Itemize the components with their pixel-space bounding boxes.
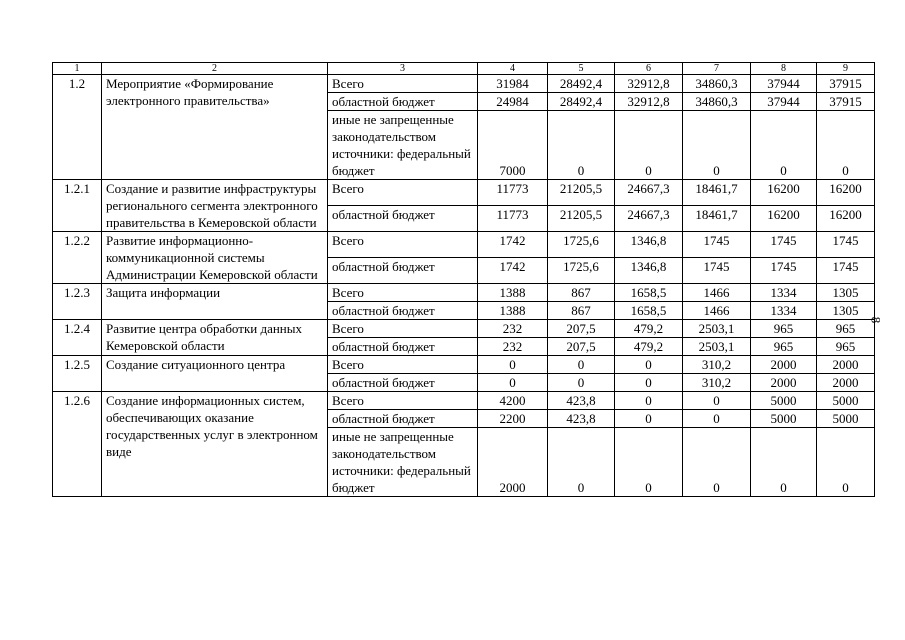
item-name: Защита информации xyxy=(102,284,328,320)
item-code: 1.2.1 xyxy=(53,180,102,232)
item-name: Развитие центра обработки данных Кемеровской области xyxy=(102,320,328,356)
amount-cell: 1725,6 xyxy=(548,232,615,258)
amount-cell: 0 xyxy=(817,428,875,497)
amount-cell: 0 xyxy=(548,111,615,180)
amount-cell: 5000 xyxy=(751,392,817,410)
item-code: 1.2.6 xyxy=(53,392,102,497)
header-row xyxy=(53,63,875,75)
amount-cell: 37944 xyxy=(751,93,817,111)
amount-cell: 1658,5 xyxy=(615,302,683,320)
table-body xyxy=(53,63,875,497)
page-number: 8 xyxy=(868,316,884,324)
funding-source: Всего xyxy=(328,232,478,258)
table-row xyxy=(53,75,875,93)
amount-cell: 1745 xyxy=(751,232,817,258)
amount-cell: 479,2 xyxy=(615,320,683,338)
amount-cell: 232 xyxy=(478,320,548,338)
amount-cell: 2000 xyxy=(478,428,548,497)
amount-cell: 479,2 xyxy=(615,338,683,356)
amount-cell: 16200 xyxy=(751,180,817,206)
amount-cell: 2000 xyxy=(751,356,817,374)
item-name: Создание ситуационного центра xyxy=(102,356,328,392)
funding-source: Всего xyxy=(328,356,478,374)
amount-cell: 207,5 xyxy=(548,320,615,338)
column-number-7: 7 xyxy=(683,63,751,75)
amount-cell: 232 xyxy=(478,338,548,356)
amount-cell: 21205,5 xyxy=(548,180,615,206)
budget-table xyxy=(52,62,875,497)
item-code: 1.2.4 xyxy=(53,320,102,356)
column-number-1: 1 xyxy=(53,63,102,75)
item-name: Создание информационных систем, обеспечивающих оказание государственных услуг в электронном виде xyxy=(102,392,328,497)
funding-source: иные не запрещенные законодательством источники: федеральный бюджет xyxy=(328,428,478,497)
amount-cell: 0 xyxy=(548,374,615,392)
amount-cell: 1305 xyxy=(817,302,875,320)
table-row xyxy=(53,392,875,410)
amount-cell: 16200 xyxy=(817,206,875,232)
amount-cell: 1305 xyxy=(817,284,875,302)
funding-source: Всего xyxy=(328,284,478,302)
amount-cell: 0 xyxy=(615,374,683,392)
table-row xyxy=(53,356,875,374)
amount-cell: 2000 xyxy=(817,356,875,374)
amount-cell: 0 xyxy=(615,356,683,374)
amount-cell: 1658,5 xyxy=(615,284,683,302)
amount-cell: 1334 xyxy=(751,284,817,302)
amount-cell: 0 xyxy=(683,392,751,410)
amount-cell: 18461,7 xyxy=(683,180,751,206)
amount-cell: 2503,1 xyxy=(683,320,751,338)
funding-source: Всего xyxy=(328,320,478,338)
amount-cell: 423,8 xyxy=(548,392,615,410)
item-name: Создание и развитие инфраструктуры регионального сегмента электронного правительства в Кемеровской области xyxy=(102,180,328,232)
item-code: 1.2.3 xyxy=(53,284,102,320)
amount-cell: 2200 xyxy=(478,410,548,428)
table-row xyxy=(53,180,875,206)
amount-cell: 0 xyxy=(615,410,683,428)
amount-cell: 1742 xyxy=(478,232,548,258)
amount-cell: 867 xyxy=(548,302,615,320)
amount-cell: 24984 xyxy=(478,93,548,111)
amount-cell: 16200 xyxy=(817,180,875,206)
amount-cell: 1388 xyxy=(478,302,548,320)
amount-cell: 0 xyxy=(683,428,751,497)
amount-cell: 37915 xyxy=(817,93,875,111)
amount-cell: 0 xyxy=(548,356,615,374)
amount-cell: 11773 xyxy=(478,206,548,232)
amount-cell: 0 xyxy=(615,392,683,410)
amount-cell: 5000 xyxy=(751,410,817,428)
amount-cell: 32912,8 xyxy=(615,75,683,93)
column-number-4: 4 xyxy=(478,63,548,75)
amount-cell: 1745 xyxy=(751,258,817,284)
funding-source: иные не запрещенные законодательством источники: федеральный бюджет xyxy=(328,111,478,180)
amount-cell: 2503,1 xyxy=(683,338,751,356)
item-name: Мероприятие «Формирование электронного правительства» xyxy=(102,75,328,180)
amount-cell: 0 xyxy=(817,111,875,180)
funding-source: областной бюджет xyxy=(328,302,478,320)
amount-cell: 24667,3 xyxy=(615,180,683,206)
amount-cell: 207,5 xyxy=(548,338,615,356)
amount-cell: 1346,8 xyxy=(615,258,683,284)
amount-cell: 0 xyxy=(683,410,751,428)
amount-cell: 37944 xyxy=(751,75,817,93)
amount-cell: 5000 xyxy=(817,392,875,410)
amount-cell: 310,2 xyxy=(683,374,751,392)
column-number-5: 5 xyxy=(548,63,615,75)
amount-cell: 0 xyxy=(478,356,548,374)
amount-cell: 965 xyxy=(817,320,875,338)
amount-cell: 1466 xyxy=(683,284,751,302)
amount-cell: 37915 xyxy=(817,75,875,93)
amount-cell: 0 xyxy=(615,111,683,180)
amount-cell: 24667,3 xyxy=(615,206,683,232)
amount-cell: 2000 xyxy=(751,374,817,392)
amount-cell: 867 xyxy=(548,284,615,302)
amount-cell: 965 xyxy=(751,320,817,338)
amount-cell: 1745 xyxy=(683,232,751,258)
amount-cell: 4200 xyxy=(478,392,548,410)
amount-cell: 1334 xyxy=(751,302,817,320)
amount-cell: 1725,6 xyxy=(548,258,615,284)
amount-cell: 0 xyxy=(548,428,615,497)
amount-cell: 0 xyxy=(683,111,751,180)
column-number-9: 9 xyxy=(817,63,875,75)
funding-source: Всего xyxy=(328,75,478,93)
table-row xyxy=(53,232,875,258)
amount-cell: 1745 xyxy=(817,258,875,284)
amount-cell: 965 xyxy=(817,338,875,356)
funding-source: областной бюджет xyxy=(328,374,478,392)
amount-cell: 0 xyxy=(478,374,548,392)
amount-cell: 2000 xyxy=(817,374,875,392)
column-number-8: 8 xyxy=(751,63,817,75)
amount-cell: 21205,5 xyxy=(548,206,615,232)
amount-cell: 1346,8 xyxy=(615,232,683,258)
amount-cell: 965 xyxy=(751,338,817,356)
funding-source: областной бюджет xyxy=(328,258,478,284)
amount-cell: 1745 xyxy=(817,232,875,258)
column-number-6: 6 xyxy=(615,63,683,75)
amount-cell: 0 xyxy=(751,111,817,180)
column-number-3: 3 xyxy=(328,63,478,75)
funding-source: областной бюджет xyxy=(328,410,478,428)
amount-cell: 31984 xyxy=(478,75,548,93)
item-code: 1.2 xyxy=(53,75,102,180)
item-code: 1.2.2 xyxy=(53,232,102,284)
amount-cell: 28492,4 xyxy=(548,93,615,111)
amount-cell: 1745 xyxy=(683,258,751,284)
table-row xyxy=(53,320,875,338)
amount-cell: 1742 xyxy=(478,258,548,284)
amount-cell: 0 xyxy=(615,428,683,497)
amount-cell: 310,2 xyxy=(683,356,751,374)
amount-cell: 1466 xyxy=(683,302,751,320)
amount-cell: 34860,3 xyxy=(683,75,751,93)
funding-source: областной бюджет xyxy=(328,93,478,111)
amount-cell: 16200 xyxy=(751,206,817,232)
amount-cell: 32912,8 xyxy=(615,93,683,111)
table-row xyxy=(53,284,875,302)
amount-cell: 28492,4 xyxy=(548,75,615,93)
amount-cell: 0 xyxy=(751,428,817,497)
funding-source: Всего xyxy=(328,180,478,206)
funding-source: Всего xyxy=(328,392,478,410)
amount-cell: 34860,3 xyxy=(683,93,751,111)
item-code: 1.2.5 xyxy=(53,356,102,392)
funding-source: областной бюджет xyxy=(328,338,478,356)
funding-source: областной бюджет xyxy=(328,206,478,232)
item-name: Развитие информационно-коммуникационной системы Администрации Кемеровской области xyxy=(102,232,328,284)
amount-cell: 1388 xyxy=(478,284,548,302)
amount-cell: 7000 xyxy=(478,111,548,180)
amount-cell: 423,8 xyxy=(548,410,615,428)
column-number-2: 2 xyxy=(102,63,328,75)
amount-cell: 18461,7 xyxy=(683,206,751,232)
amount-cell: 11773 xyxy=(478,180,548,206)
amount-cell: 5000 xyxy=(817,410,875,428)
